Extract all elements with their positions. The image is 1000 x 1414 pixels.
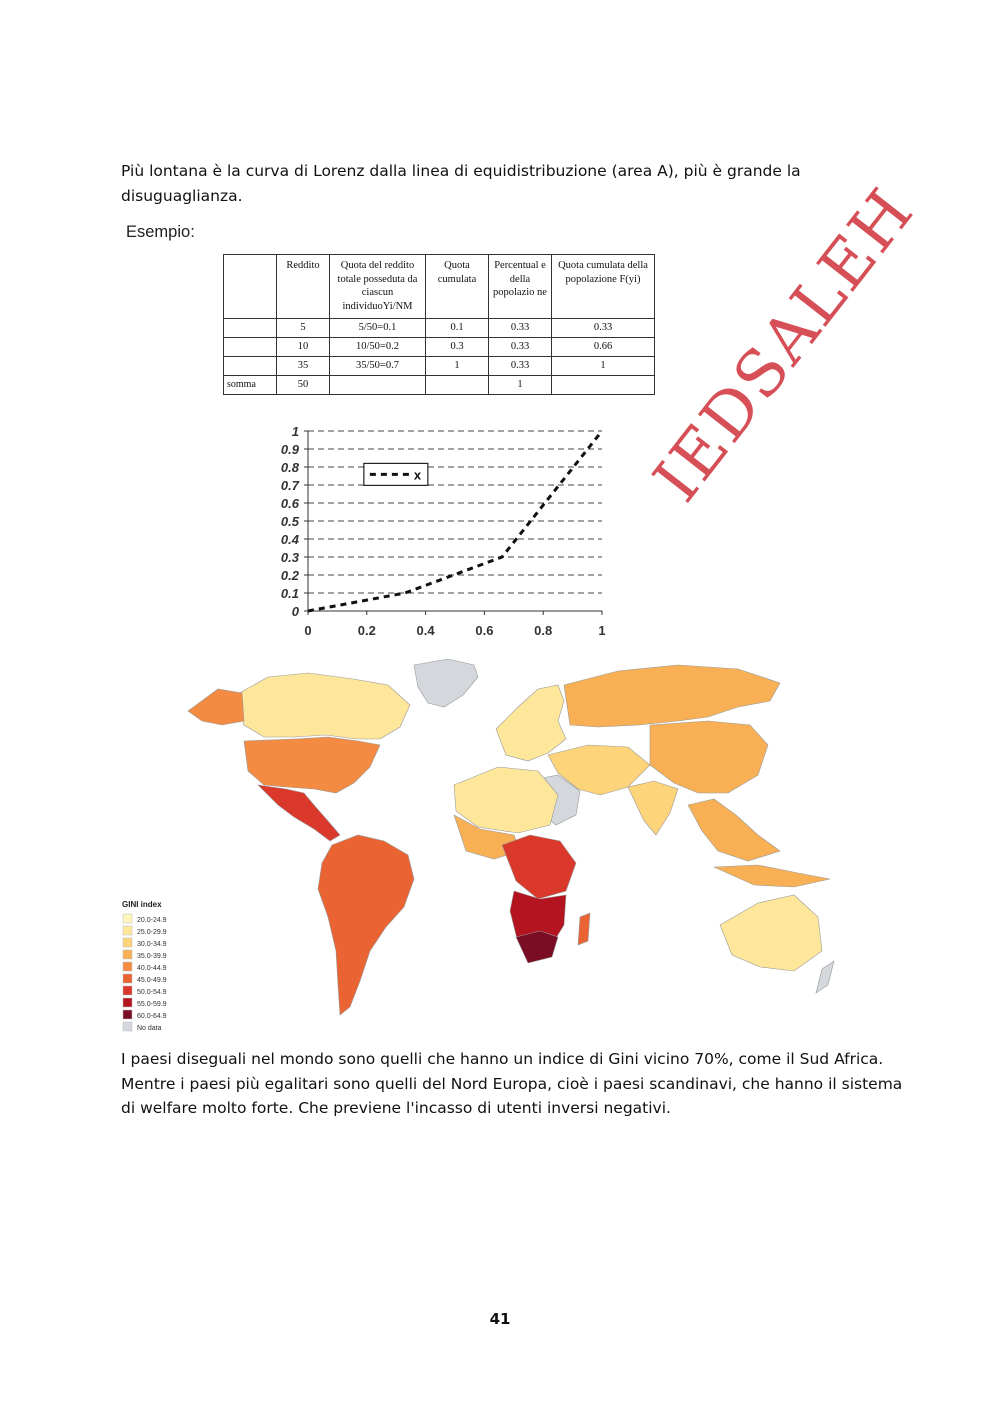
- x-tick-label: 0.2: [357, 623, 376, 638]
- table-cell: 50: [277, 376, 330, 395]
- table-cell: 35: [277, 357, 330, 376]
- conclusion-line-2: Mentre i paesi più egalitari sono quelli del Nord Europa, cioè i paesi scandinavi, che hanno il sistema: [121, 1074, 903, 1093]
- table-header-row: [224, 255, 655, 319]
- conclusion-paragraph: [121, 1047, 903, 1121]
- y-tick-label: 0.8: [280, 460, 299, 475]
- map-region-australia: [720, 895, 822, 971]
- legend-item-label: 25.0-29.9: [137, 929, 167, 936]
- y-tick-label: 0.7: [280, 478, 299, 493]
- map-region-central-africa: [502, 835, 576, 899]
- example-label: Esempio:: [126, 223, 195, 241]
- legend-label: x: [413, 467, 422, 483]
- map-region-indonesia: [714, 865, 830, 887]
- table-header-cell: [224, 255, 277, 319]
- table-cell: 10/50=0.2: [330, 338, 426, 357]
- legend-item-label: 20.0-24.9: [137, 917, 167, 924]
- y-tick-label: 0.6: [280, 496, 299, 511]
- table-header-cell: Quota cumulata: [426, 255, 489, 319]
- table-header-cell: Quota cumulata della popolazione F(yi): [552, 255, 655, 319]
- table-cell: 0.33: [489, 338, 552, 357]
- legend-item-label: 30.0-34.9: [137, 941, 167, 948]
- map-region-south-africa: [516, 931, 558, 963]
- table-cell: somma: [224, 376, 277, 395]
- y-tick-label: 0.2: [280, 568, 299, 583]
- table-cell: 5: [277, 319, 330, 338]
- table-cell: [224, 338, 277, 357]
- table-row: [224, 357, 655, 376]
- legend-item-label: 35.0-39.9: [137, 953, 167, 960]
- intro-line-2: disuguaglianza.: [121, 186, 243, 205]
- legend-swatch: [123, 926, 132, 935]
- table-cell: 35/50=0.7: [330, 357, 426, 376]
- x-tick-label: 1: [598, 623, 606, 638]
- conclusion-line-1: I paesi diseguali nel mondo sono quelli che hanno un indice di Gini vicino 70%, come il Sud Africa.: [121, 1050, 884, 1068]
- y-tick-label: 1: [291, 424, 299, 439]
- map-region-greenland: [414, 659, 478, 707]
- income-distribution-table: [223, 254, 655, 395]
- table-cell: 0.33: [552, 319, 655, 338]
- map-region-china: [650, 721, 768, 793]
- map-region-alaska: [188, 689, 244, 725]
- map-region-india: [628, 781, 678, 835]
- legend-item-label: No data: [137, 1025, 162, 1032]
- map-region-madagascar: [578, 913, 590, 945]
- table-cell: 1: [489, 376, 552, 395]
- table-cell: 0.33: [489, 357, 552, 376]
- legend-swatch: [123, 1022, 132, 1031]
- table-cell: 1: [426, 357, 489, 376]
- y-tick-label: 0.1: [280, 586, 299, 601]
- map-region-russia: [564, 665, 780, 727]
- table-header-cell: Reddito: [277, 255, 330, 319]
- table-cell: [426, 376, 489, 395]
- table-cell: 0.1: [426, 319, 489, 338]
- table-cell: 5/50=0.1: [330, 319, 426, 338]
- table-cell: 0.66: [552, 338, 655, 357]
- legend-item-label: 40.0-44.9: [137, 965, 167, 972]
- table-cell: [224, 319, 277, 338]
- table-cell: [552, 376, 655, 395]
- legend-swatch: [123, 938, 132, 947]
- gini-legend: [122, 900, 167, 1032]
- y-tick-label: 0.3: [280, 550, 299, 565]
- table-cell: 10: [277, 338, 330, 357]
- watermark: IEDSALEH: [640, 174, 929, 516]
- table-total-row: [224, 376, 655, 395]
- table-cell: [330, 376, 426, 395]
- map-region-southeast-asia: [688, 799, 780, 861]
- gini-world-map: [118, 655, 888, 1032]
- x-tick-label: 0.6: [475, 623, 494, 638]
- map-region-usa: [244, 737, 380, 793]
- legend-swatch: [123, 998, 132, 1007]
- table-row: [224, 338, 655, 357]
- lorenz-curve-chart: [262, 418, 622, 648]
- legend-swatch: [123, 962, 132, 971]
- legend-swatch: [123, 914, 132, 923]
- table-header-cell: Quota del reddito totale posseduta da ciascun individuoYi/NM: [330, 255, 426, 319]
- x-tick-label: 0: [304, 623, 312, 638]
- legend-swatch: [123, 950, 132, 959]
- page-number: 41: [489, 1310, 511, 1328]
- legend-swatch: [123, 974, 132, 983]
- y-tick-label: 0.9: [280, 442, 299, 457]
- intro-line-1: Più lontana è la curva di Lorenz dalla linea di equidistribuzione (area A), più è grande la: [121, 162, 801, 180]
- legend-item-label: 50.0-54.9: [137, 989, 167, 996]
- table-cell: 1: [552, 357, 655, 376]
- legend-title: GINI index: [122, 900, 162, 909]
- map-region-canada: [236, 673, 410, 739]
- table-header-cell: Percentual e della popolazio ne: [489, 255, 552, 319]
- table-row: [224, 319, 655, 338]
- y-tick-label: 0.5: [280, 514, 299, 529]
- y-tick-label: 0.4: [280, 532, 299, 547]
- map-region-europe: [496, 685, 566, 761]
- legend-item-label: 45.0-49.9: [137, 977, 167, 984]
- legend-item-label: 60.0-64.9: [137, 1013, 167, 1020]
- intro-paragraph: [121, 159, 881, 208]
- table-cell: [224, 357, 277, 376]
- legend-swatch: [123, 1010, 132, 1019]
- map-region-mexico: [258, 785, 340, 841]
- table-cell: 0.33: [489, 319, 552, 338]
- conclusion-line-3: di welfare molto forte. Che previene l'incasso di utenti inversi negativi.: [121, 1099, 671, 1117]
- map-region-south-america: [318, 835, 414, 1015]
- map-region-new-zealand: [816, 961, 834, 993]
- table-cell: 0.3: [426, 338, 489, 357]
- x-tick-label: 0.8: [534, 623, 553, 638]
- world-map-countries: [188, 659, 834, 1015]
- x-tick-label: 0.4: [416, 623, 435, 638]
- legend-item-label: 55.0-59.9: [137, 1001, 167, 1008]
- y-tick-label: 0: [291, 604, 299, 619]
- legend-swatch: [123, 986, 132, 995]
